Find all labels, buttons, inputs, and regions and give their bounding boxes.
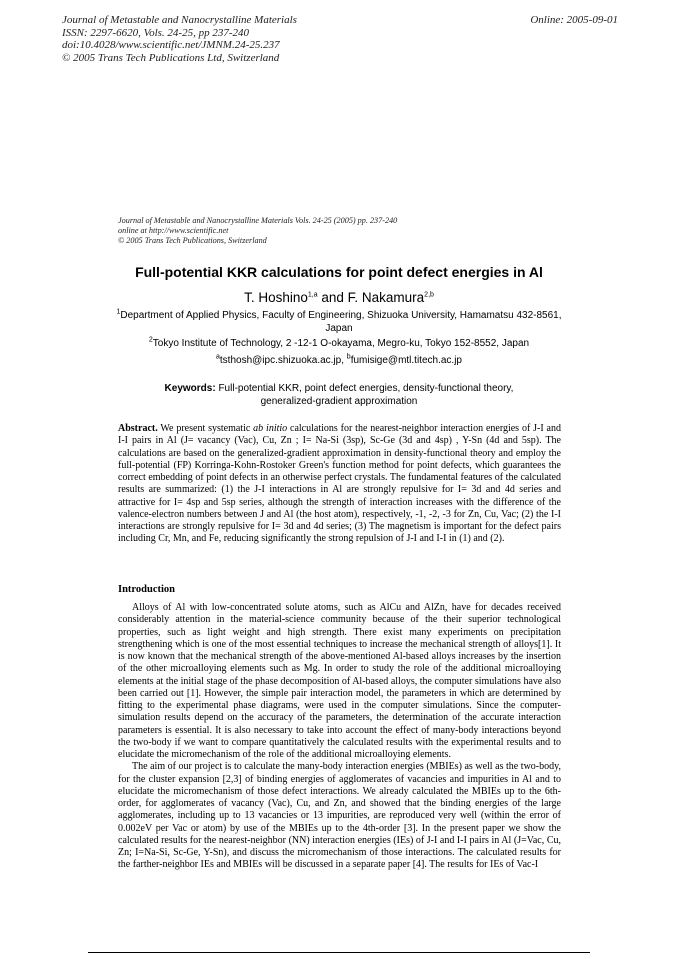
pubinfo-line-3: © 2005 Trans Tech Publications, Switzerland xyxy=(118,236,267,245)
header-copyright: © 2005 Trans Tech Publications Ltd, Switzerland xyxy=(62,51,280,64)
running-header xyxy=(62,14,618,64)
affiliation-1-text: Department of Applied Physics, Faculty of Engineering, Shizuoka University, Hamamatsu 432-8561, Japan xyxy=(120,310,562,334)
keywords-text: Full-potential KKR, point defect energies, density-functional theory, generalized-gradient approximation xyxy=(218,383,514,407)
author-emails xyxy=(110,355,568,368)
author-2: F. Nakamura xyxy=(347,290,425,305)
email-a[interactable]: tsthosh@ipc.shizuoka.ac.jp, xyxy=(219,355,344,366)
footer-divider xyxy=(88,952,590,953)
affiliation-2-marker: 2 xyxy=(148,336,153,344)
author-2-marker: 2,b xyxy=(424,291,434,299)
affiliation-1-marker: 1 xyxy=(116,308,121,316)
doi-line: doi:10.4028/www.scientific.net/JMNM.24-25.237 xyxy=(62,39,280,51)
abstract xyxy=(118,423,561,546)
email-a-marker: a xyxy=(215,353,220,361)
abstract-italic: ab initio xyxy=(253,423,288,434)
online-date: Online: 2005-09-01 xyxy=(530,14,618,26)
journal-name: Journal of Metastable and Nanocrystalline Materials xyxy=(62,14,297,26)
affiliation-2-text: Tokyo Institute of Technology, 2 -12-1 O-okayama, Megro-ku, Tokyo 152-8552, Japan xyxy=(152,338,530,349)
author-1-marker: 1,a xyxy=(307,291,318,299)
affiliation-1 xyxy=(110,310,568,335)
affiliation-2 xyxy=(110,338,568,351)
keywords xyxy=(150,383,528,408)
abstract-text-1: We present systematic xyxy=(157,423,254,434)
issn-line: ISSN: 2297-6620, Vols. 24-25, pp 237-240 xyxy=(62,26,249,39)
author-1: T. Hoshino xyxy=(244,290,308,305)
intro-paragraph-2: The aim of our project is to calculate the many-body interaction energies (MBIEs) as well as the two-body, for the cluster expansion [2,3] of binding energies of agglomerates of vacancies and impurities in Al and to elucidate the micromechanism of those defect interactions. We already calculated the MBIEs up to the 6th-order, for agglomerates of vacancy (Vac), Cu, and Zn, and showed that the binding energies of the large agglomerates, including up to 13 vacancies or 13 impurities, are reproduced very well (within the error of 0.002eV per Vac or atom) by use of the MBIEs up to the 4th-order [3]. In the present paper we show the calculated results for the nearest-neighbor (NN) interaction energies (IEs) of J-I and I-I pairs in Al (J=Vac, Cu, Zn; I=Na-Si, Sc-Ge, Y-Sn), and discuss the micromechanism of those interactions. The calculated results for the farther-neighbor IEs and MBIEs will be discussed in a separate paper [4]. The results for IEs of Vac-I xyxy=(118,761,561,871)
introduction-body xyxy=(118,602,561,872)
abstract-label: Abstract. xyxy=(118,423,158,434)
paper-title: Full-potential KKR calculations for point defect energies in Al xyxy=(135,264,543,280)
author-conjunction: and xyxy=(317,290,348,305)
introduction-heading: Introduction xyxy=(118,584,175,595)
author-list xyxy=(0,290,678,305)
intro-paragraph-1: Alloys of Al with low-concentrated solute atoms, such as AlCu and AlZn, have for decades received considerably attention in the material-science community because of the their superior technological properties, such as light weight and high strength. There exist many experiments on precipitation strengthening which is one of the most essential techniques to increase the mechanical strength of alloys[1]. It is now known that the mechanical strength of the above-mentioned Al-based alloys increases by the insertion of the other microalloying elements such as Mg. In order to study the role of the additional microalloying elements at the initial stage of the phase decomposition of Al-based alloys, the computer simulations have also been carried out [1]. However, the simple pair interaction model, the parameters in which are determined by fitting to the experimental phase diagrams, were used in the computer simulations. Since the computer-simulation results depend on the accuracy of the parameters, the determination of the accurate interaction parameters is essential. It is also necessary to take into account the effect of many-body interactions beyond the two-body if we want to compare quantitatively the calculated results with the experimental results and to elucidate the micromechanism of the role of the additional microalloying elements. xyxy=(118,602,561,760)
pubinfo-line-1: Journal of Metastable and Nanocrystalline Materials Vols. 24-25 (2005) pp. 237-240 xyxy=(118,216,398,225)
email-b[interactable]: fumisige@mtl.titech.ac.jp xyxy=(350,355,462,366)
keywords-label: Keywords: xyxy=(164,383,216,394)
abstract-text-2: calculations for the nearest-neighbor interaction energies of J-I and I-I pairs in Al (J= vacancy (Vac), Cu, Zn ; I= Na-Si (3sp), Sc-Ge (3d and 4sp) , Y-Sn (4d and 5sp). The calculations are based on the generalized-gradient approximation in density-functional theory and employ the full-potential (FP) Korringa-Kohn-Rostoker Green's function method for point defects, which guarantees the correct embedding of point defects in an otherwise perfect crystals. The fundamental features of the calculated results are summarized: (1) the J-I interactions in Al are strongly repulsive for I= 3d and 4d series and attractive for I= 4sp and 5sp series, although the strength of interaction increases with the difference of the valence-electron numbers between J and Al (the host atom), respectively, -1, -2, -3 for Zn, Cu, Vac; (2) the I-I interactions are strongly repulsive for I= 3d and 4d series; (3) The magnetism is important for the defect pairs including Cr, Mn, and Fe, reducing significantly the strong repulsion of J-I and I-I in (1) and (2). xyxy=(118,423,561,545)
pubinfo-line-2: online at http://www.scientific.net xyxy=(118,226,229,235)
email-b-marker: b xyxy=(346,353,351,361)
publication-info xyxy=(118,216,397,246)
